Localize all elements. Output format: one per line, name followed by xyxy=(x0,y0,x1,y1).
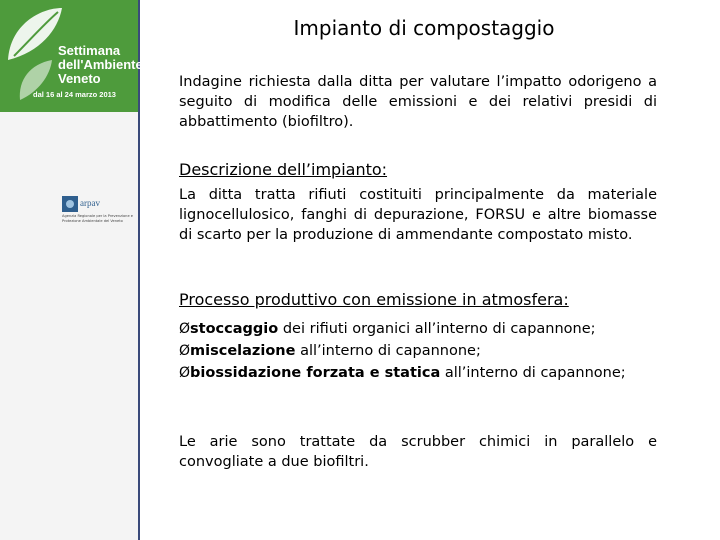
list-item xyxy=(179,318,657,340)
arpav-description: Agenzia Regionale per la Prevenzione e Protezione Ambientale del Veneto xyxy=(62,214,134,223)
page-title: Impianto di compostaggio xyxy=(293,16,555,40)
arpav-mark-icon xyxy=(62,196,78,212)
bullet-bold: biossidazione forzata e statica xyxy=(190,365,441,381)
logo-line-1: Settimana xyxy=(58,43,121,58)
conclusion-paragraph: Le arie sono trattate da scrubber chimici in parallelo e convogliate a due biofiltri. xyxy=(179,434,657,470)
logo-title xyxy=(58,44,143,86)
arrow-bullet-icon: Ø xyxy=(179,343,191,359)
arpav-logo xyxy=(62,196,138,230)
sidebar xyxy=(0,0,143,540)
bullet-text: dei rifiuti organici all’interno di capannone; xyxy=(278,321,596,337)
list-item xyxy=(179,340,657,362)
arrow-bullet-icon: Ø xyxy=(179,321,191,337)
arrow-bullet-icon: Ø xyxy=(179,365,191,381)
intro-paragraph: Indagine richiesta dalla ditta per valutare l’impatto odorigeno a seguito di modifica delle emissioni e dei relativi presidi di abbattimento (biofiltro). xyxy=(179,74,657,130)
description-heading: Descrizione dell’impianto: xyxy=(179,160,388,179)
description-paragraph: La ditta tratta rifiuti costituiti principalmente da materiale lignocellulosico, fanghi di depurazione, FORSU e altre biomasse di scarto per la produzione di ammendante compostato misto. xyxy=(179,187,657,243)
arpav-name: arpav xyxy=(80,198,100,208)
process-heading: Processo produttivo con emissione in atmosfera: xyxy=(179,290,569,309)
logo-date: dal 16 al 24 marzo 2013 xyxy=(33,90,116,99)
bullet-bold: miscelazione xyxy=(190,343,296,359)
list-item xyxy=(179,362,657,384)
bullet-text: all’interno di capannone; xyxy=(440,365,626,381)
settimana-ambiente-logo xyxy=(0,0,143,112)
logo-line-3: Veneto xyxy=(58,71,101,86)
logo-line-2: dell'Ambiente xyxy=(58,57,143,72)
process-list xyxy=(179,318,657,384)
bullet-text: all’interno di capannone; xyxy=(295,343,481,359)
bullet-bold: stoccaggio xyxy=(190,321,279,337)
